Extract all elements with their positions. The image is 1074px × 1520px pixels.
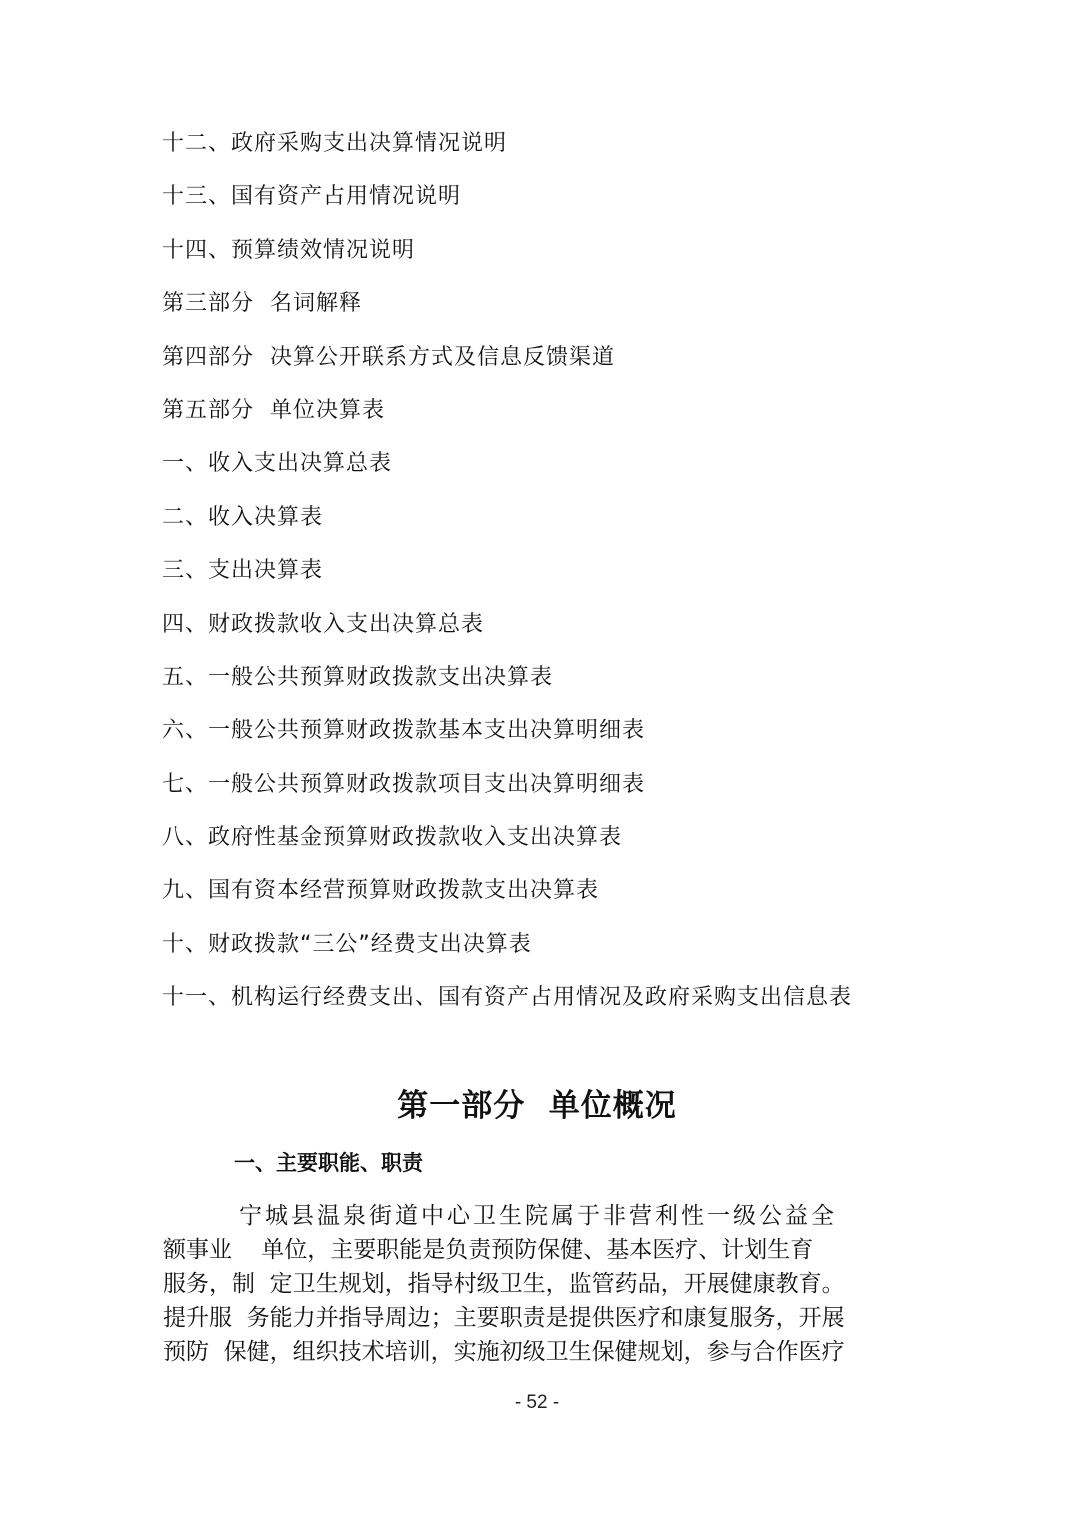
page-number: - 52 -: [514, 1392, 560, 1413]
toc-item: 十、财政拨款“三公”经费支出决算表: [162, 931, 532, 957]
body-paragraph: [163, 1199, 928, 1369]
toc-item: 一、收入支出决算总表: [162, 451, 393, 477]
section-subheading: 一、主要职能、职责: [234, 1151, 423, 1175]
toc-item: 五、一般公共预算财政拨款支出决算表: [162, 664, 554, 690]
table-of-contents: [162, 126, 852, 1034]
toc-item: 八、政府性基金预算财政拨款收入支出决算表: [162, 825, 623, 851]
paragraph-line: 额事业 单位，主要职能是负责预防保健、基本医疗、计划生育: [163, 1237, 814, 1263]
toc-item: 十二、政府采购支出决算情况说明: [162, 131, 508, 156]
toc-item: 第三部分 名词解释: [162, 291, 362, 317]
toc-item: 九、国有资本经营预算财政拨款支出决算表: [162, 878, 600, 904]
toc-item: 十一、机构运行经费支出、国有资产占用情况及政府采购支出信息表: [162, 985, 853, 1011]
toc-item: 三、支出决算表: [162, 558, 324, 584]
paragraph-line: 服务，制 定卫生规划，指导村级卫生，监管药品，开展健康教育。: [163, 1271, 845, 1297]
paragraph-line: 提升服 务能力并指导周边；主要职责是提供医疗和康复服务，开展: [163, 1305, 845, 1331]
section-title: 第一部分 单位概况: [397, 1088, 677, 1124]
toc-item: 二、收入决算表: [162, 504, 324, 530]
toc-item: 第四部分 决算公开联系方式及信息反馈渠道: [162, 344, 615, 370]
paragraph-line: 宁城县温泉街道中心卫生院属于非营利性一级公益全: [239, 1203, 837, 1229]
toc-item: 第五部分 单位决算表: [162, 397, 385, 423]
paragraph-line: 预防 保健，组织技术培训，实施初级卫生保健规划，参与合作医疗: [163, 1339, 845, 1365]
toc-item: 六、一般公共预算财政拨款基本支出决算明细表: [162, 718, 646, 744]
toc-item: 十四、预算绩效情况说明: [162, 237, 416, 263]
toc-item: 七、一般公共预算财政拨款项目支出决算明细表: [162, 771, 646, 797]
toc-item: 十三、国有资产占用情况说明: [162, 184, 462, 210]
toc-item: 四、财政拨款收入支出决算总表: [162, 611, 485, 637]
